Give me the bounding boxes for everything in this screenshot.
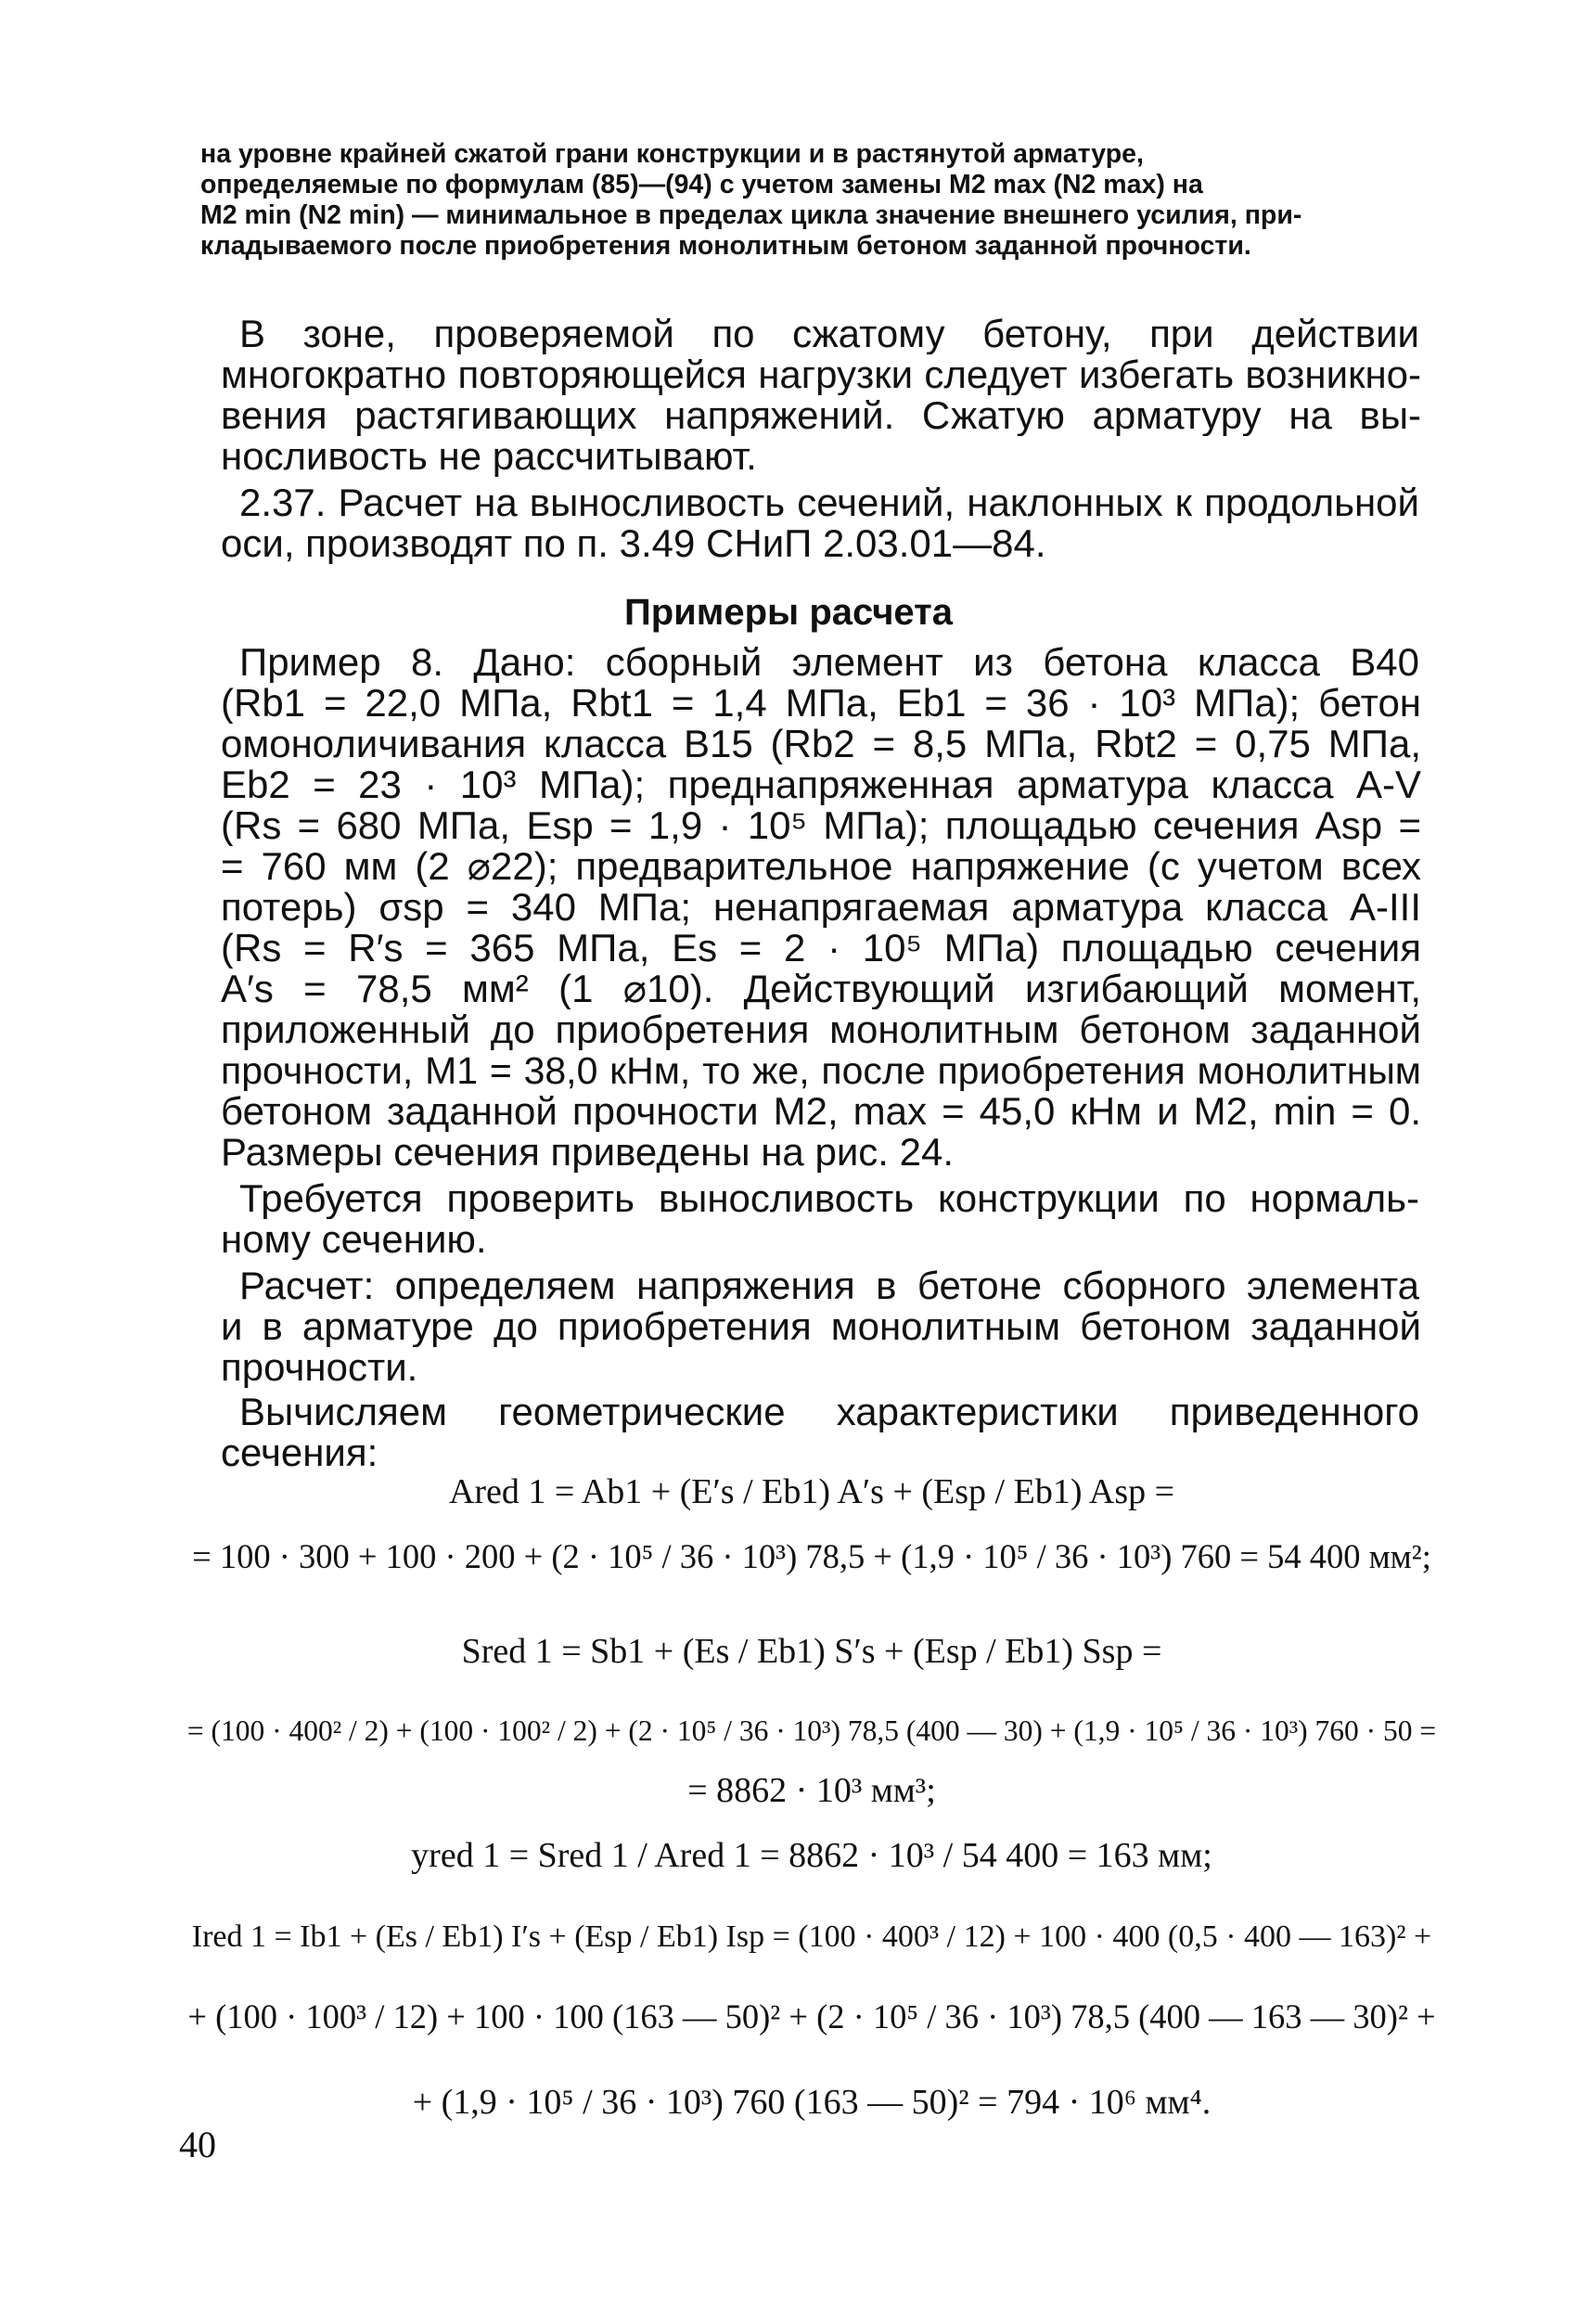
example-line: омоноличивания класса В15 (Rb2 = 8,5 МПа, Rbt2 = 0,75 МПа, <box>221 724 1421 764</box>
example-line: бетоном заданной прочности M2, max = 45,0 кНм и M2, min = 0. <box>221 1091 1421 1132</box>
equation-ired: Ired 1 = Ib1 + (Es / Eb1) I′s + (Esp / Eb1) Isp = (100 · 400³ / 12) + 100 · 400 (0,5 · 400 — 163)² + <box>191 1920 1432 1954</box>
page-number: 40 <box>179 2124 216 2165</box>
example-line: Пример 8. Дано: сборный элемент из бетона класса В40 <box>239 642 1419 683</box>
example-line: (Rs = R′s = 365 МПа, Es = 2 · 10⁵ МПа) площадью сечения <box>221 928 1421 969</box>
calculation-line: и в арматуре до приобретения монолитным бетоном заданной <box>221 1306 1421 1347</box>
note-line: кладываемого после приобретения монолитным бетоном заданной прочности. <box>200 231 1251 261</box>
equation-ared-values: = 100 · 300 + 100 · 200 + (2 · 10⁵ / 36 · 10³) 78,5 + (1,9 · 10⁵ / 36 · 10³) 760 = 54 400 мм²; <box>192 1537 1431 1575</box>
calculation-line: прочности. <box>221 1347 418 1388</box>
section-paragraph-line: 2.37. Расчет на выносливость сечений, наклонных к продольной <box>239 482 1419 523</box>
example-line: (Rs = 680 МПа, Esp = 1,9 · 10⁵ МПа); площадью сечения Asp = <box>221 805 1421 846</box>
requirement-line: Требуется проверить выносливость конструкции по нормаль- <box>239 1178 1419 1219</box>
example-line: (Rb1 = 22,0 МПа, Rbt1 = 1,4 МПа, Eb1 = 36 · 10³ МПа); бетон <box>221 683 1421 724</box>
note-line: на уровне крайней сжатой грани конструкции и в растянутой арматуре, <box>200 139 1144 169</box>
section-heading: Примеры расчета <box>624 592 953 633</box>
example-line: = 760 мм (2 ⌀22); предварительное напряжение (с учетом всех <box>221 846 1421 887</box>
example-line: Eb2 = 23 · 10³ МПа); преднапряженная арматура класса A-V <box>221 764 1421 805</box>
equation-ired-result: + (1,9 · 10⁵ / 36 · 10³) 760 (163 — 50)² = 794 · 10⁶ мм⁴. <box>412 2083 1212 2122</box>
geometry-intro-line: Вычисляем геометрические характеристики приведенного <box>239 1392 1419 1432</box>
equation-ared: Ared 1 = Ab1 + (E′s / Eb1) A′s + (Esp / Eb1) Asp = <box>448 1472 1175 1511</box>
example-line: потерь) σsp = 340 МПа; ненапрягаемая арматура класса A-III <box>221 887 1421 928</box>
equation-yred: yred 1 = Sred 1 / Ared 1 = 8862 · 10³ / 54 400 = 163 мм; <box>411 1836 1212 1875</box>
section-paragraph-line: оси, производят по п. 3.49 СНиП 2.03.01—84. <box>221 523 1046 564</box>
note-line: определяемые по формулам (85)—(94) с учетом замены M2 max (N2 max) на <box>200 170 1203 199</box>
calculation-line: Расчет: определяем напряжения в бетоне сборного элемента <box>239 1265 1419 1306</box>
example-line: A′s = 78,5 мм² (1 ⌀10). Действующий изгибающий момент, <box>221 969 1421 1009</box>
equation-sred-result: = 8862 · 10³ мм³; <box>687 1771 936 1810</box>
paragraph-line: многократно повторяющейся нагрузки следует избегать возникно- <box>221 354 1421 395</box>
paragraph-line: вения растягивающих напряжений. Сжатую арматуру на вы- <box>221 395 1421 436</box>
example-line: приложенный до приобретения монолитным бетоном заданной <box>221 1009 1421 1050</box>
equation-sred-values: = (100 · 400² / 2) + (100 · 100² / 2) + (2 · 10⁵ / 36 · 10³) 78,5 (400 — 30) + (1,9 · 10⁵ / 36 · 10³) 760 · 50 = <box>186 1714 1437 1747</box>
example-line: Размеры сечения приведены на рис. 24. <box>221 1132 955 1173</box>
equation-sred: Sred 1 = Sb1 + (Es / Eb1) S′s + (Esp / Eb1) Ssp = <box>461 1632 1162 1671</box>
geometry-intro-line: сечения: <box>221 1432 378 1473</box>
paragraph-line: носливость не рассчитывают. <box>221 436 757 477</box>
requirement-line: ному сечению. <box>221 1219 487 1260</box>
paragraph-line: В зоне, проверяемой по сжатому бетону, при действии <box>239 314 1419 354</box>
footnote-block <box>200 139 1419 262</box>
note-line: M2 min (N2 min) — минимальное в пределах цикла значение внешнего усилия, при- <box>200 200 1302 230</box>
equation-ired-cont: + (100 · 100³ / 12) + 100 · 100 (163 — 50)² + (2 · 10⁵ / 36 · 10³) 78,5 (400 — 163 — 30)² + <box>187 1997 1436 2035</box>
example-line: прочности, M1 = 38,0 кНм, то же, после приобретения монолитным <box>221 1050 1421 1091</box>
